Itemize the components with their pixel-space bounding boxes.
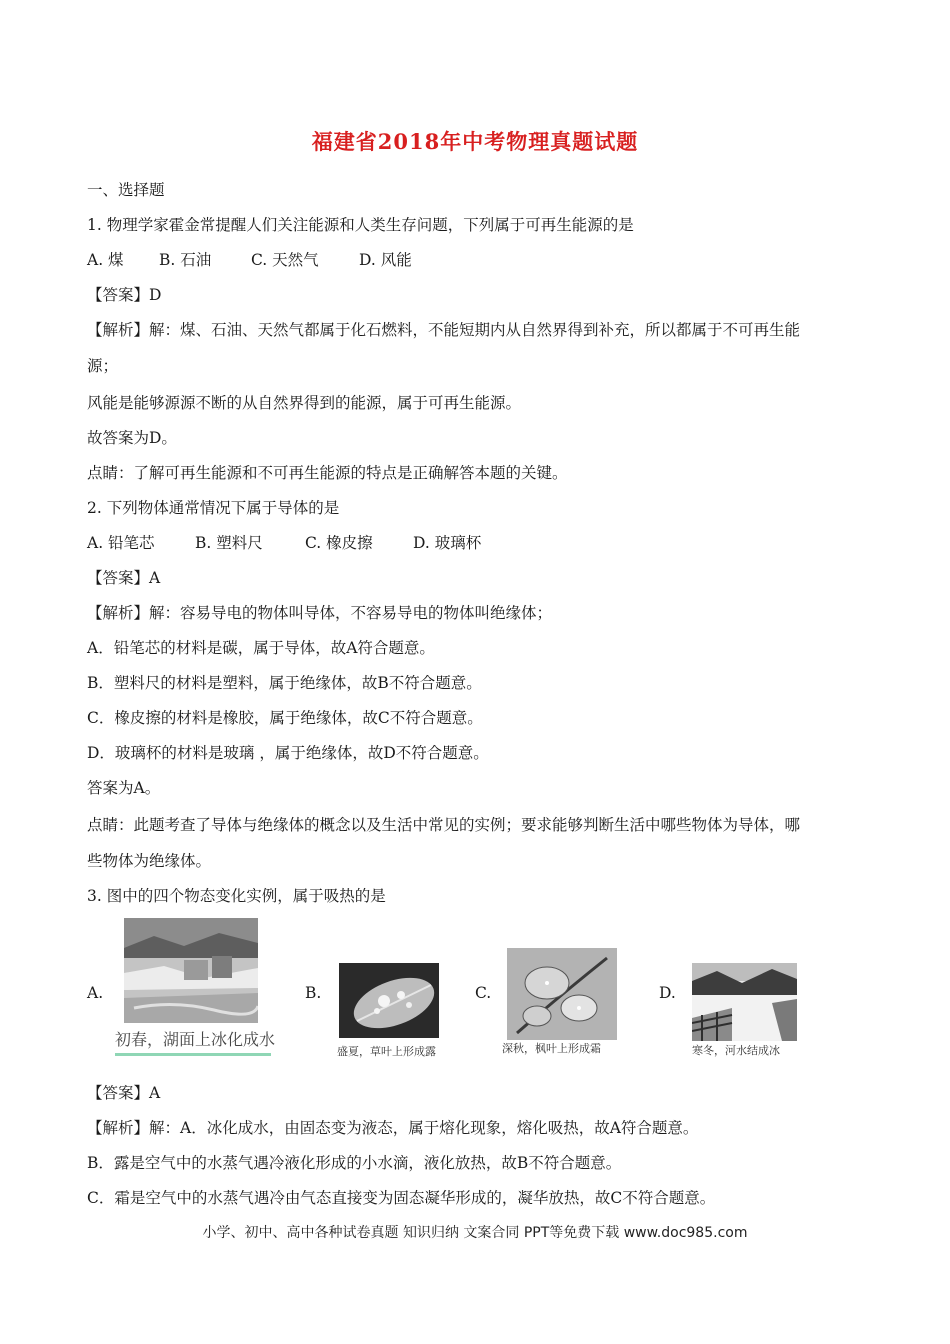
question-3-answer: 【答案】A (87, 1084, 161, 1102)
question-2-tip: 点睛：此题考查了导体与绝缘体的概念以及生活中常见的实例；要求能够判断生活中哪些物体为导体，哪 (87, 816, 801, 834)
question-3-stem: 3. 图中的四个物态变化实例，属于吸热的是 (87, 887, 386, 905)
question-3-analysis-c: C．霜是空气中的水蒸气遇冷由气态直接变为固态凝华形成的，凝华放热，故C不符合题意。 (87, 1189, 716, 1207)
option-d: D. 风能 (359, 251, 412, 269)
question-2-tip-cont: 些物体为绝缘体。 (87, 852, 212, 870)
question-2-analysis-a: A．铅笔芯的材料是碳，属于导体，故A符合题意。 (87, 639, 435, 657)
question-2-analysis-b: B．塑料尺的材料是塑料，属于绝缘体，故B不符合题意。 (87, 674, 482, 692)
figure-d-photo (692, 963, 797, 1041)
figure-c-label: C. (475, 984, 492, 1002)
figure-a-underline (115, 1053, 271, 1056)
figure-b-photo (339, 963, 439, 1038)
question-1-tip: 点睛：了解可再生能源和不可再生能源的特点是正确解答本题的关键。 (87, 464, 568, 482)
figure-d-label: D. (659, 984, 676, 1002)
question-2-options (87, 533, 481, 553)
page-footer: 小学、初中、高中各种试卷真题 知识归纳 文案合同 PPT等免费下载 www.doc985.com (202, 1225, 748, 1241)
question-1-conclusion: 故答案为D。 (87, 429, 177, 447)
question-2-answer: 【答案】A (87, 569, 161, 587)
question-1-stem: 1. 物理学家霍金常提醒人们关注能源和人类生存问题，下列属于可再生能源的是 (87, 216, 634, 234)
question-1-answer: 【答案】D (87, 286, 162, 304)
option-b: B. 石油 (159, 251, 212, 269)
option-c: C. 橡皮擦 (305, 534, 373, 552)
option-a: A. 煤 (87, 251, 124, 269)
question-1-analysis-cont: 源； (87, 357, 119, 375)
figure-c-photo (507, 948, 617, 1040)
figure-b-caption: 盛夏，草叶上形成露 (337, 1045, 436, 1058)
question-2-stem: 2. 下列物体通常情况下属于导体的是 (87, 499, 340, 517)
question-2-analysis-d: D．玻璃杯的材料是玻璃 ，属于绝缘体，故D不符合题意。 (87, 744, 489, 762)
option-b: B. 塑料尺 (195, 534, 263, 552)
question-2-conclusion: 答案为A。 (87, 779, 161, 797)
figure-a-caption: 初春，湖面上冰化成水 (115, 1030, 276, 1049)
question-2-analysis-c: C．橡皮擦的材料是橡胶，属于绝缘体，故C不符合题意。 (87, 709, 483, 727)
question-1-analysis: 【解析】解：煤、石油、天然气都属于化石燃料，不能短期内从自然界得到补充，所以都属于不可再生能 (87, 321, 801, 339)
section-heading: 一、选择题 (87, 181, 165, 199)
option-d: D. 玻璃杯 (413, 534, 482, 552)
question-2-analysis: 【解析】解：容易导电的物体叫导体，不容易导电的物体叫绝缘体； (87, 604, 553, 622)
question-1-analysis-line: 风能是能够源源不断的从自然界得到的能源，属于可再生能源。 (87, 394, 522, 412)
figure-d-caption: 寒冬，河水结成冰 (692, 1044, 780, 1057)
option-c: C. 天然气 (251, 251, 319, 269)
question-3-analysis-b: B．露是空气中的水蒸气遇冷液化形成的小水滴，液化放热，故B不符合题意。 (87, 1154, 622, 1172)
option-a: A. 铅笔芯 (87, 534, 155, 552)
figure-a-photo (124, 918, 258, 1023)
figure-c-caption: 深秋，枫叶上形成霜 (502, 1042, 601, 1055)
document-title: 福建省2018年中考物理真题试题 (311, 129, 639, 154)
question-3-analysis: 【解析】解：A．冰化成水，由固态变为液态，属于熔化现象，熔化吸热，故A符合题意。 (87, 1119, 699, 1137)
figure-b-label: B. (305, 984, 322, 1002)
figure-a-label: A. (87, 984, 104, 1002)
question-1-options (87, 250, 412, 270)
question-3-figures (87, 918, 867, 1068)
